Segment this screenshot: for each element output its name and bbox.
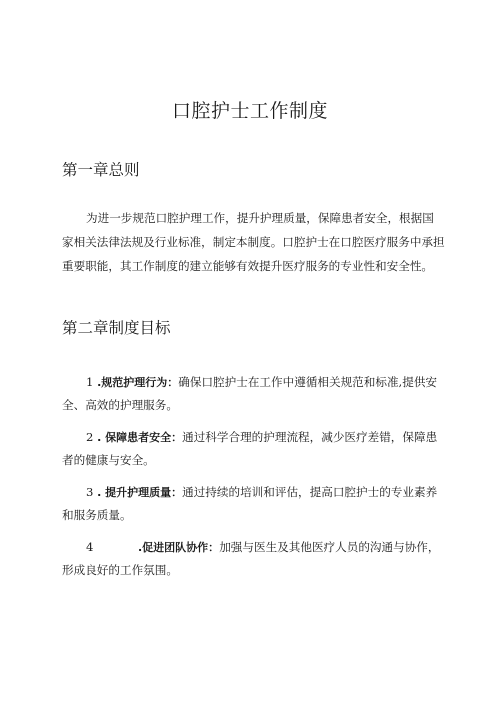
- goal-number: 3: [86, 485, 94, 499]
- goal-text-continued: 形成良好的工作氛围。: [62, 563, 178, 577]
- goal-text: 通过持续的培训和评估，提高口腔护士的专业素养: [182, 485, 438, 499]
- goal-text-continued: 全、高效的护理服务。: [62, 398, 178, 412]
- goal-item-4: [62, 536, 442, 582]
- goal-text: 加强与医生及其他医疗人员的沟通与协作，: [219, 540, 440, 554]
- paragraph-line: 家相关法律法规及行业标准，制定本制度。口腔护士在口腔医疗服务中承担: [62, 235, 445, 249]
- chapter-2-heading: 第二章制度目标: [62, 319, 171, 337]
- paragraph-line: 重要职能，其工作制度的建立能够有效提升医疗服务的专业性和安全性。: [62, 259, 434, 273]
- goal-text: 确保口腔护士在工作中遵循相关规范和标准,提供安: [178, 375, 438, 389]
- goal-text: 通过科学合理的护理流程，减少医疗差错，保障患: [182, 430, 438, 444]
- goal-text-continued: 者的健康与安全。: [62, 453, 155, 467]
- goal-label: .促进团队协作：: [138, 541, 220, 554]
- chapter-1-paragraph: [62, 206, 445, 278]
- paragraph-line: 为进一步规范口腔护理工作，提升护理质量，保障患者安全，根据国: [86, 211, 434, 225]
- goal-number: 4: [86, 540, 94, 554]
- goal-number: 1: [86, 375, 94, 389]
- goal-text-continued: 和服务质量。: [62, 508, 132, 522]
- goal-item-1: [62, 371, 442, 417]
- chapter-1-heading: 第一章总则: [62, 161, 140, 179]
- goal-label: .规范护理行为：: [97, 376, 179, 389]
- goal-label: . 提升护理质量：: [97, 486, 183, 499]
- goal-label: . 保障患者安全：: [97, 431, 183, 444]
- goal-item-3: [62, 481, 442, 527]
- document-title: 口腔护士工作制度: [171, 100, 328, 122]
- goal-number: 2: [86, 430, 94, 444]
- goal-item-2: [62, 426, 442, 472]
